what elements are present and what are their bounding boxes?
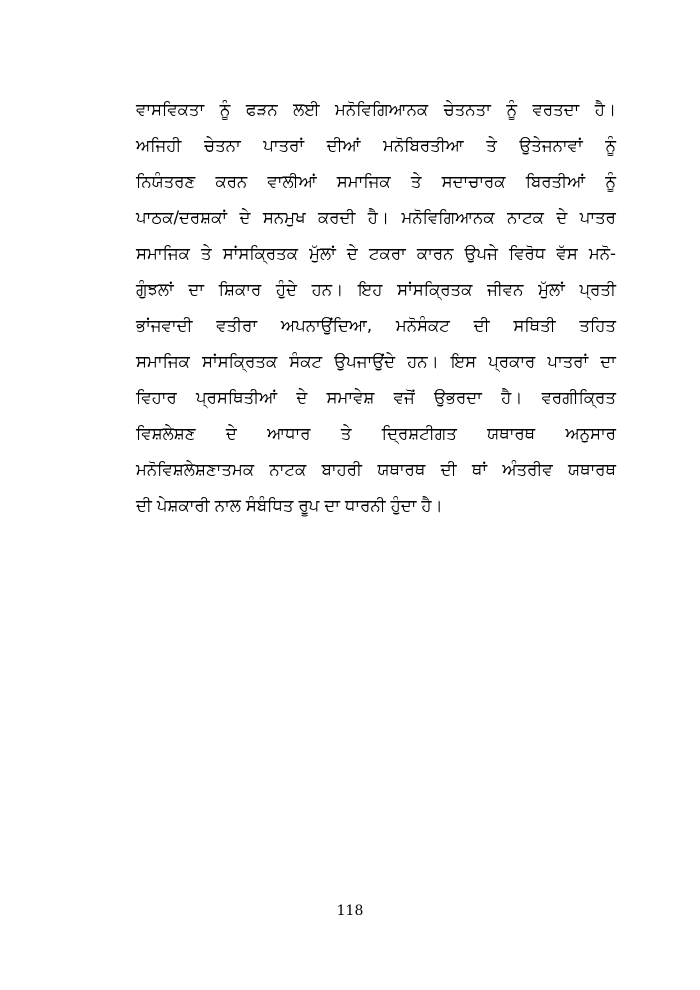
word: ਹੈ। (367, 208, 390, 227)
paragraph-line (136, 344, 616, 380)
paragraph-line (136, 380, 616, 416)
word: ਦੇ (225, 424, 237, 443)
word: ਸੰਕਟ (289, 352, 323, 371)
word: ਮੁੱਲਾਂ (538, 280, 565, 299)
body-paragraph (136, 92, 616, 524)
word: ਨਾਲ (214, 496, 241, 515)
word: ਮਨੋਸੰਕਟ (395, 316, 450, 335)
word: ਨੂੰ (506, 100, 518, 119)
word: ਦੇ (239, 208, 251, 227)
word: ਪੇਸ਼ਕਾਰੀ (156, 496, 210, 515)
paragraph-line (136, 92, 616, 128)
word: ਮੁੱਲਾਂ (309, 244, 336, 263)
word: ਪਾਤਰਾਂ (547, 352, 589, 371)
word: ਦਾ (324, 496, 340, 515)
word: ਚੇਤਨਤਾ (443, 100, 491, 119)
word: ਨਿਯੰਤਰਣ (136, 172, 196, 191)
word: ਵਰਤਦਾ (532, 100, 580, 119)
word: ਸ਼ਿਕਾਰ (218, 280, 262, 299)
word: ਸਦਾਚਾਰਕ (441, 172, 506, 191)
word: ਫੜਨ (245, 100, 278, 119)
word: ਮਨੋ- (588, 244, 616, 263)
word: ਉਪਜੇ (464, 244, 498, 263)
word: ਪ੍ਰਤੀ (579, 280, 616, 299)
word: ਅਪਨਾਉਂਦਿਆ, (280, 316, 373, 335)
paragraph-line (136, 200, 616, 236)
paragraph-line (136, 488, 616, 524)
word: ਸਮਾਵੇਸ਼ (326, 388, 375, 407)
word: ਦੀ (473, 316, 490, 335)
word: ਕਰਨ (215, 172, 248, 191)
word: ਤਹਿਤ (579, 316, 616, 335)
word: ਅਨੁਸਾਰ (565, 424, 616, 443)
word: ਚੇਤਨਾ (203, 136, 241, 155)
paragraph-line (136, 128, 616, 164)
word: ਲਈ (293, 100, 320, 119)
word: ਸਮਾਜਿਕ (336, 172, 391, 191)
word: ਵਿਰੋਧ (509, 244, 546, 263)
word: ਉਪਜਾਉਂਦੇ (334, 352, 396, 371)
word: ਨੂੰ (605, 136, 616, 155)
word: ਇਸ (450, 352, 477, 371)
word: ਸਥਿਤੀ (513, 316, 556, 335)
word: ਦਾ (600, 352, 616, 371)
word: ਪਾਤਰ (579, 208, 616, 227)
word: ਰੂਪ (298, 496, 320, 515)
word: ਦੇ (346, 244, 358, 263)
word: ਹੁੰਦੇ (275, 280, 297, 299)
word: ਬਾਹਰੀ (321, 460, 362, 479)
word: ਦੇ (296, 388, 308, 407)
word: ਸਮਾਜਿਕ (136, 244, 190, 263)
word: ਸੰਬੰਧਿਤ (245, 496, 294, 515)
word: ਹੈ। (501, 388, 523, 407)
word: ਵਤੀਰਾ (216, 316, 258, 335)
word: ਯਥਾਰਥ (377, 460, 426, 479)
word: ਥਾਂ (471, 460, 488, 479)
word: ਨਾਟਕ (269, 460, 307, 479)
word: ਸਨਮੁਖ (262, 208, 306, 227)
word: ਵਾਸਵਿਕਤਾ (136, 100, 205, 119)
word: ਕਾਰਨ (416, 244, 454, 263)
word: ਦੀ (136, 496, 152, 515)
word: ਜੀਵਨ (487, 280, 524, 299)
word: ਯਥਾਰਥ (487, 424, 536, 443)
word: ਮਨੋਬਿਰਤੀਆ (383, 136, 464, 155)
word: ਦਾ (188, 280, 205, 299)
word: ਵਿਸ਼ਲੇਸ਼ਣ (136, 424, 196, 443)
word: ਸਾਂਸਕ੍ਰਿਤਕ (201, 352, 278, 371)
word: ਪਾਠਕ/ਦਰਸ਼ਕਾਂ (136, 208, 228, 227)
word: ਤੇ (201, 244, 212, 263)
word: ਵਿਹਾਰ (136, 388, 177, 407)
word: ਦੀਆਂ (326, 136, 361, 155)
word: ਗੁੰਝਲਾਂ (136, 280, 174, 299)
word: ਪ੍ਰਸਥਿਤੀਆਂ (195, 388, 278, 407)
word: ਹਨ। (311, 280, 344, 299)
word: ਨਾਟਕ (507, 208, 544, 227)
word: ਮਨੋਵਿਗਿਆਨਕ (335, 100, 429, 119)
word: ਬਿਰਤੀਆਂ (525, 172, 586, 191)
word: ਹੈ। (421, 496, 443, 515)
word: ਦੀ (440, 460, 457, 479)
paragraph-line (136, 452, 616, 488)
word: ਧਾਰਨੀ (344, 496, 386, 515)
word: ਹੈ। (594, 100, 616, 119)
word: ਯਥਾਰਥ (568, 460, 616, 479)
paragraph-line (136, 236, 616, 272)
word: ਉਭਰਦਾ (433, 388, 482, 407)
word: ਤੇ (410, 172, 422, 191)
paragraph-line (136, 272, 616, 308)
word: ਵੱਸ (556, 244, 578, 263)
word: ਹਨ। (407, 352, 439, 371)
word: ਇਹ (357, 280, 383, 299)
word: ਸਾਂਸਕ੍ਰਿਤਕ (397, 280, 473, 299)
word: ਤੇ (486, 136, 497, 155)
paragraph-line (136, 164, 616, 200)
word: ਮਨੋਵਿਗਿਆਨਕ (401, 208, 495, 227)
word: ਮਨੋਵਿਸ਼ਲੇਸ਼ਣਾਤਮਕ (136, 460, 255, 479)
page-number: 118 (336, 903, 364, 919)
word: ਵਾਲੀਆਂ (267, 172, 317, 191)
word: ਭਾਂਜਵਾਦੀ (136, 316, 193, 335)
word: ਕਰਦੀ (317, 208, 356, 227)
word: ਸਾਂਸਕ੍ਰਿਤਕ (222, 244, 298, 263)
word: ਨੂੰ (605, 172, 616, 191)
paragraph-line (136, 416, 616, 452)
word: ਵਰਗੀਕ੍ਰਿਤ (541, 388, 616, 407)
word: ਹੁੰਦਾ (390, 496, 417, 515)
word: ਅਜਿਹੀ (136, 136, 182, 155)
word: ਅੰਤਰੀਵ (502, 460, 553, 479)
word: ਟਕਰਾ (368, 244, 406, 263)
word: ਦ੍ਰਿਸ਼ਟੀਗਤ (381, 424, 457, 443)
word: ਤੇ (340, 424, 352, 443)
word: ਨੂੰ (219, 100, 231, 119)
word: ਸਮਾਜਿਕ (136, 352, 190, 371)
word: ਦੇ (556, 208, 568, 227)
word: ਆਧਾਰ (267, 424, 311, 443)
word: ਪ੍ਰਕਾਰ (488, 352, 536, 371)
paragraph-line (136, 308, 616, 344)
word: ਉਤੇਜਨਾਵਾਂ (519, 136, 583, 155)
word: ਵਜੋਂ (393, 388, 415, 407)
word: ਪਾਤਰਾਂ (263, 136, 305, 155)
